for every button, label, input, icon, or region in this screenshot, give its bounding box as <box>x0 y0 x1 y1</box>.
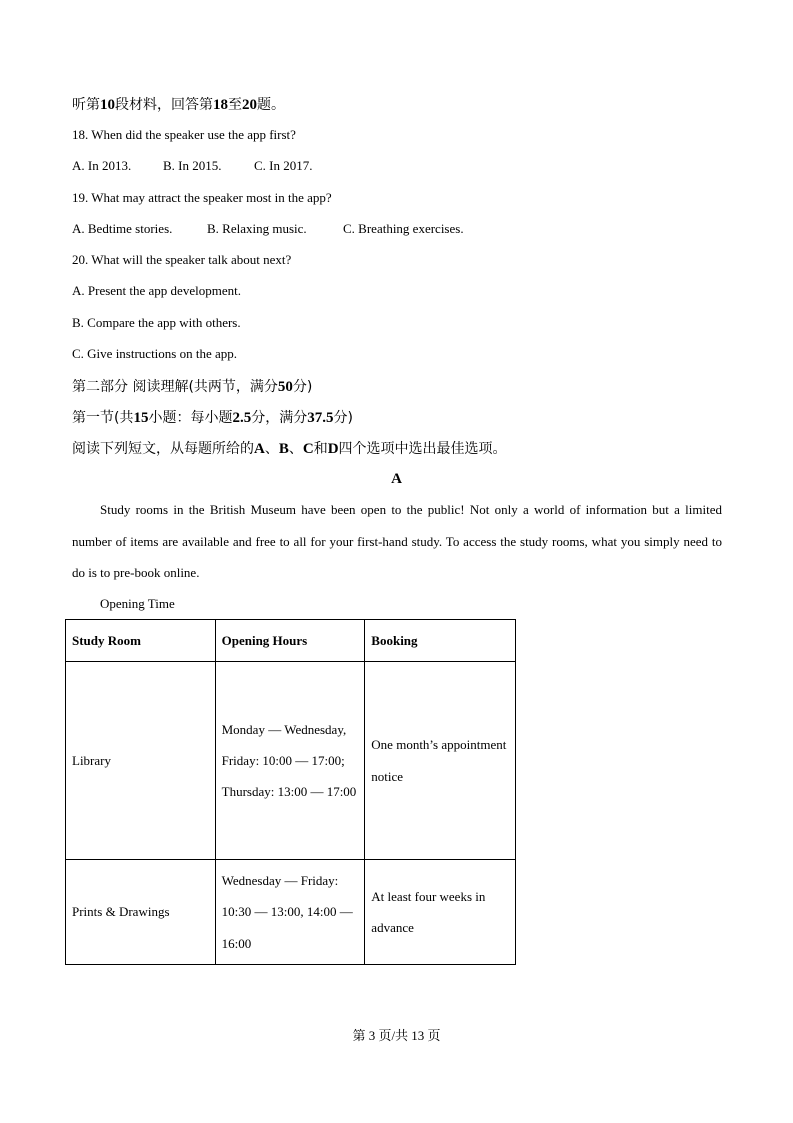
heading-number: 18 <box>213 97 228 113</box>
question-20-option-a: A. Present the app development. <box>72 283 241 298</box>
passage-paragraph: Study rooms in the British Museum have been open to the public! Not only a world of information but a limited number of items are available and free to all for your first-hand study. To access the study rooms, what you simply need to do is to pre-book online. <box>72 502 722 580</box>
question-20-option-b: B. Compare the app with others. <box>72 315 241 330</box>
question-19-stem: 19. What may attract the speaker most in the app? <box>72 190 332 205</box>
opening-hours-cell: Monday — Wednesday, Friday: 10:00 — 17:00; Thursday: 13:00 — 17:00 <box>215 662 365 860</box>
heading-text: 听第 <box>72 97 100 113</box>
option-b: B. In 2015. <box>163 158 222 173</box>
instruction-text: 阅读下列短文，从每题所给的 <box>72 441 254 457</box>
question-20-option-c: C. Give instructions on the app. <box>72 346 238 361</box>
study-room-cell: Prints & Drawings <box>66 860 216 965</box>
passage-label: A <box>391 471 402 487</box>
heading-number: 37.5 <box>307 410 334 426</box>
heading-text: 题。 <box>257 97 285 113</box>
option-a: A. Bedtime stories. <box>72 221 173 236</box>
instruction-text: 、 <box>288 441 303 457</box>
heading-number: 20 <box>242 97 257 113</box>
table-row <box>66 662 516 860</box>
booking-cell: At least four weeks in advance <box>365 860 516 965</box>
heading-text: 小题：每小题 <box>148 410 233 426</box>
listening-section-heading <box>72 94 285 114</box>
heading-text: 分，满分 <box>251 410 308 426</box>
heading-number: 2.5 <box>232 410 252 426</box>
question-19-options <box>72 221 464 237</box>
question-18-options <box>72 158 313 174</box>
question-18-stem: 18. When did the speaker use the app first? <box>72 127 296 142</box>
page-number-footer: 第 3 页/共 13 页 <box>352 1028 441 1043</box>
booking-cell: One month’s appointment notice <box>365 662 516 860</box>
reading-instruction <box>72 438 507 458</box>
heading-text: 第二部分 阅读理解(共两节，满分 <box>72 379 278 395</box>
option-letter: A <box>254 441 265 457</box>
table-row <box>66 860 516 965</box>
option-letter: B <box>278 441 289 457</box>
column-header: Opening Hours <box>215 620 365 662</box>
heading-number: 50 <box>277 379 293 395</box>
instruction-text: 、 <box>264 441 279 457</box>
instruction-text: 和 <box>313 441 328 457</box>
table-header-row <box>66 620 516 662</box>
table-caption: Opening Time <box>100 596 175 611</box>
opening-time-table <box>65 619 516 965</box>
study-room-cell: Library <box>66 662 216 860</box>
heading-text: 第一节(共 <box>72 410 134 426</box>
instruction-text: 四个选项中选出最佳选项。 <box>338 441 507 457</box>
question-20-stem: 20. What will the speaker talk about next? <box>72 252 292 267</box>
heading-text: 至 <box>228 97 242 113</box>
option-a: A. In 2013. <box>72 158 132 173</box>
column-header: Booking <box>365 620 516 662</box>
section-one-heading <box>72 407 353 427</box>
heading-text: 分) <box>333 410 353 426</box>
option-b: B. Relaxing music. <box>207 221 307 236</box>
option-c: C. In 2017. <box>254 158 313 173</box>
opening-hours-cell: Wednesday — Friday: 10:30 — 13:00, 14:00 — 16:00 <box>215 860 365 965</box>
column-header: Study Room <box>66 620 216 662</box>
heading-text: 分) <box>292 379 313 395</box>
heading-number: 10 <box>100 97 115 113</box>
heading-text: 段材料，回答第 <box>115 97 213 113</box>
part-two-heading <box>72 376 312 396</box>
option-letter: C <box>302 441 314 457</box>
option-letter: D <box>327 441 339 457</box>
option-c: C. Breathing exercises. <box>343 221 464 236</box>
heading-number: 15 <box>133 410 149 426</box>
